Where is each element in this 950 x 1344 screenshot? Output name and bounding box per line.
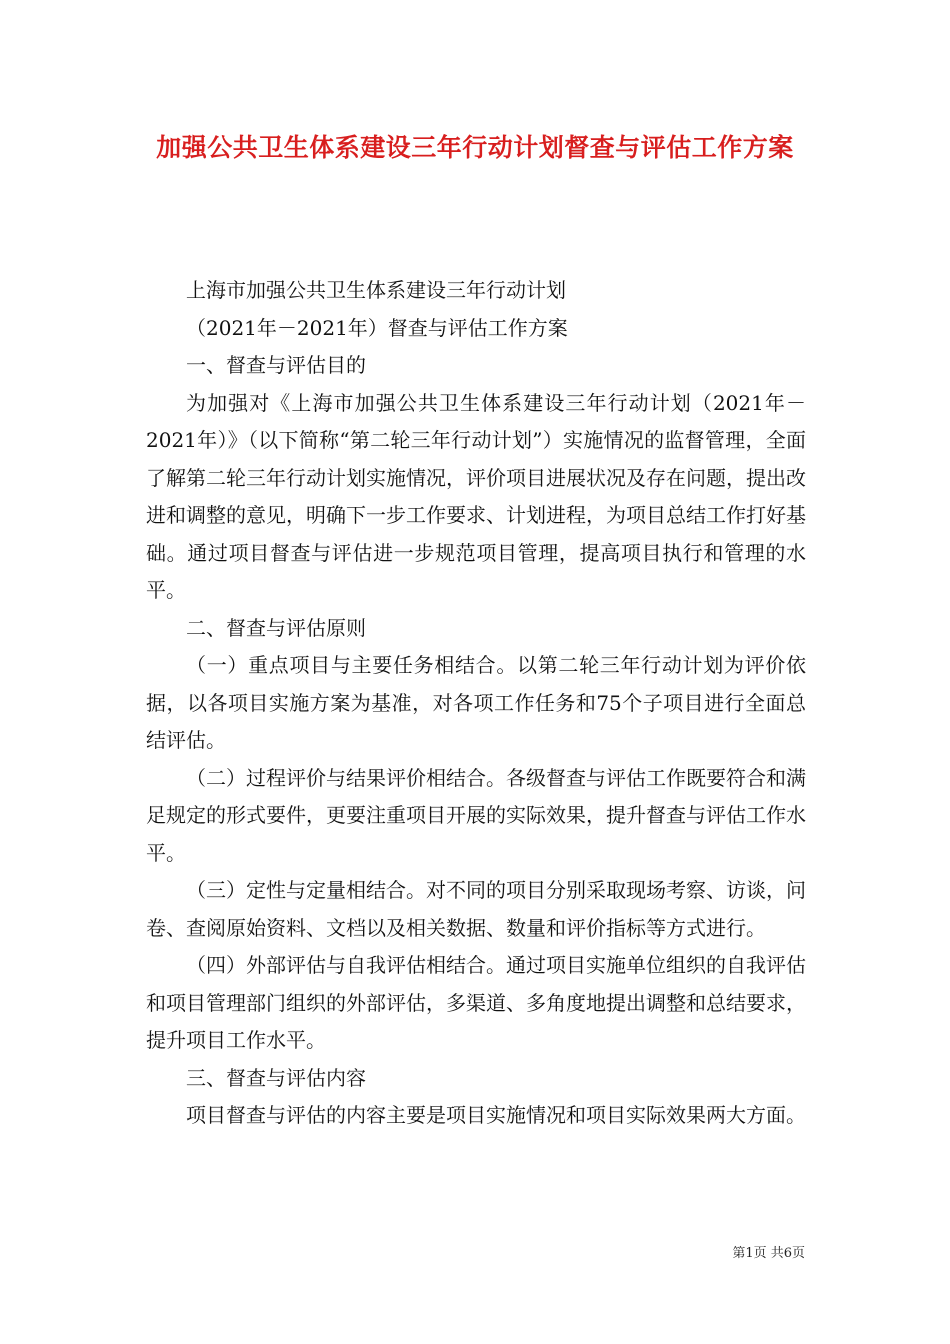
section-heading-3: 三、督查与评估内容 [186,1065,366,1090]
paragraph-principle-2: （二）过程评价与结果评价相结合。各级督查与评估工作既要符合和满足规定的形式要件，更要注重项目开展的实际效果，提升督查与评估工作水平。 [146,765,806,865]
section-heading-1: 一、督查与评估目的 [186,353,366,377]
document-body [146,272,806,1135]
page-number: 第1页 共6页 [732,1246,805,1261]
paragraph-principle-4: （四）外部评估与自我评估相结合。通过项目实施单位组织的自我评估和项目管理部门组织的外部评估，多渠道、多角度地提出调整和总结要求，提升项目工作水平。 [146,953,806,1052]
section-heading-2: 二、督查与评估原则 [186,615,366,640]
paragraph-principle-1: （一）重点项目与主要任务相结合。以第二轮三年行动计划为评价依据，以各项目实施方案为基准，对各项工作任务和75个子项目进行全面总结评估。 [146,653,806,752]
paragraph-principle-3: （三）定性与定量相结合。对不同的项目分别采取现场考察、访谈，问卷、查阅原始资料、文档以及相关数据、数量和评价指标等方式进行。 [146,878,806,940]
paragraph-subtitle-line2: （2021年－2021年）督查与评估工作方案 [186,315,568,340]
paragraph-subtitle-line1: 上海市加强公共卫生体系建设三年行动计划 [186,278,566,302]
paragraph-content: 项目督查与评估的内容主要是项目实施情况和项目实际效果两大方面。 [186,1103,806,1127]
paragraph-purpose: 为加强对《上海市加强公共卫生体系建设三年行动计划（2021年－2021年）》（以下简称“第二轮三年行动计划”）实施情况的监督管理，全面了解第二轮三年行动计划实施情况，评价项目进展状况及存在问题，提出改进和调整的意见，明确下一步工作要求、计划进程，为项目总结工作打好基础。通过项目督查与评估进一步规范项目管理，提高项目执行和管理的水平。 [146,390,806,602]
document-title: 加强公共卫生体系建设三年行动计划督查与评估工作方案 [156,133,794,162]
